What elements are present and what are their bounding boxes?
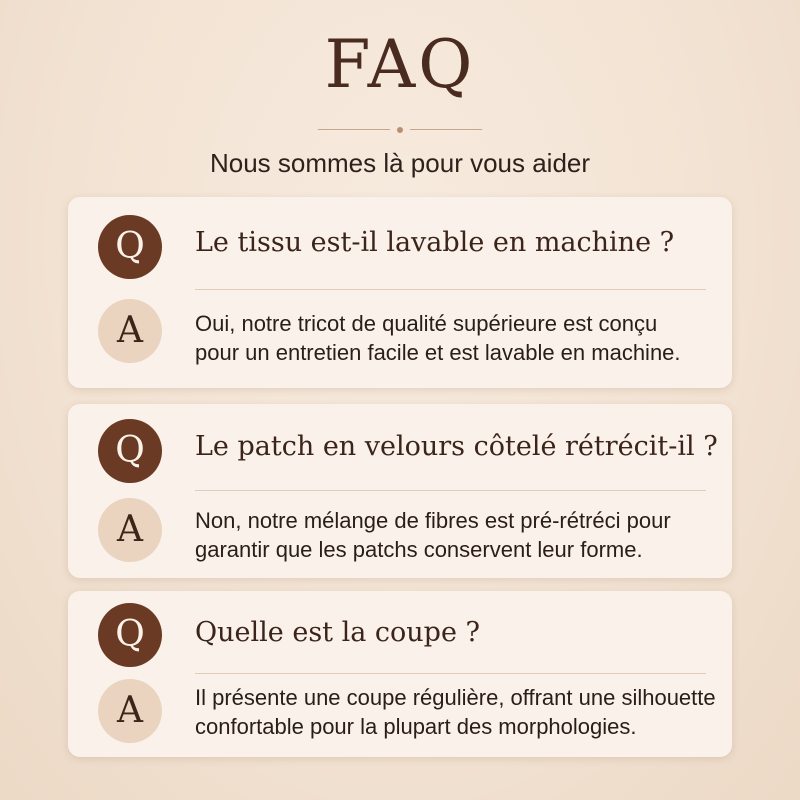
faq-separator — [195, 673, 706, 674]
faq-answer-2-line-2: garantir que les patchs conservent leur forme. — [195, 537, 643, 562]
divider-line-right — [410, 129, 482, 130]
faq-answer-1 — [195, 309, 735, 367]
faq-card-2 — [68, 404, 732, 578]
faq-answer-2-line-1: Non, notre mélange de fibres est pré-rétréci pour — [195, 508, 671, 533]
faq-card-1 — [68, 197, 732, 388]
faq-answer-2 — [195, 506, 735, 564]
faq-question-1: Le tissu est-il lavable en machine ? — [195, 227, 675, 258]
page-title: FAQ — [324, 26, 476, 103]
faq-question-2: Le patch en velours côtelé rétrécit-il ? — [195, 431, 718, 462]
faq-separator — [195, 289, 706, 290]
page-subtitle: Nous sommes là pour vous aider — [209, 148, 591, 178]
question-badge: Q — [98, 419, 162, 483]
divider-dot — [397, 127, 403, 133]
faq-answer-3-line-2: confortable pour la plupart des morphologies. — [195, 714, 637, 739]
question-badge: Q — [98, 215, 162, 279]
divider-line-left — [318, 129, 390, 130]
faq-question-3: Quelle est la coupe ? — [195, 617, 481, 648]
faq-card-3 — [68, 591, 732, 757]
faq-answer-3-line-1: Il présente une coupe régulière, offrant une silhouette — [195, 685, 716, 710]
answer-badge: A — [98, 299, 162, 363]
faq-answer-3 — [195, 683, 735, 741]
answer-badge: A — [98, 679, 162, 743]
answer-badge: A — [98, 498, 162, 562]
faq-answer-1-line-2: pour un entretien facile et est lavable en machine. — [195, 340, 681, 365]
faq-separator — [195, 490, 706, 491]
question-badge: Q — [98, 603, 162, 667]
title-divider — [318, 127, 482, 133]
faq-answer-1-line-1: Oui, notre tricot de qualité supérieure est conçu — [195, 311, 658, 336]
